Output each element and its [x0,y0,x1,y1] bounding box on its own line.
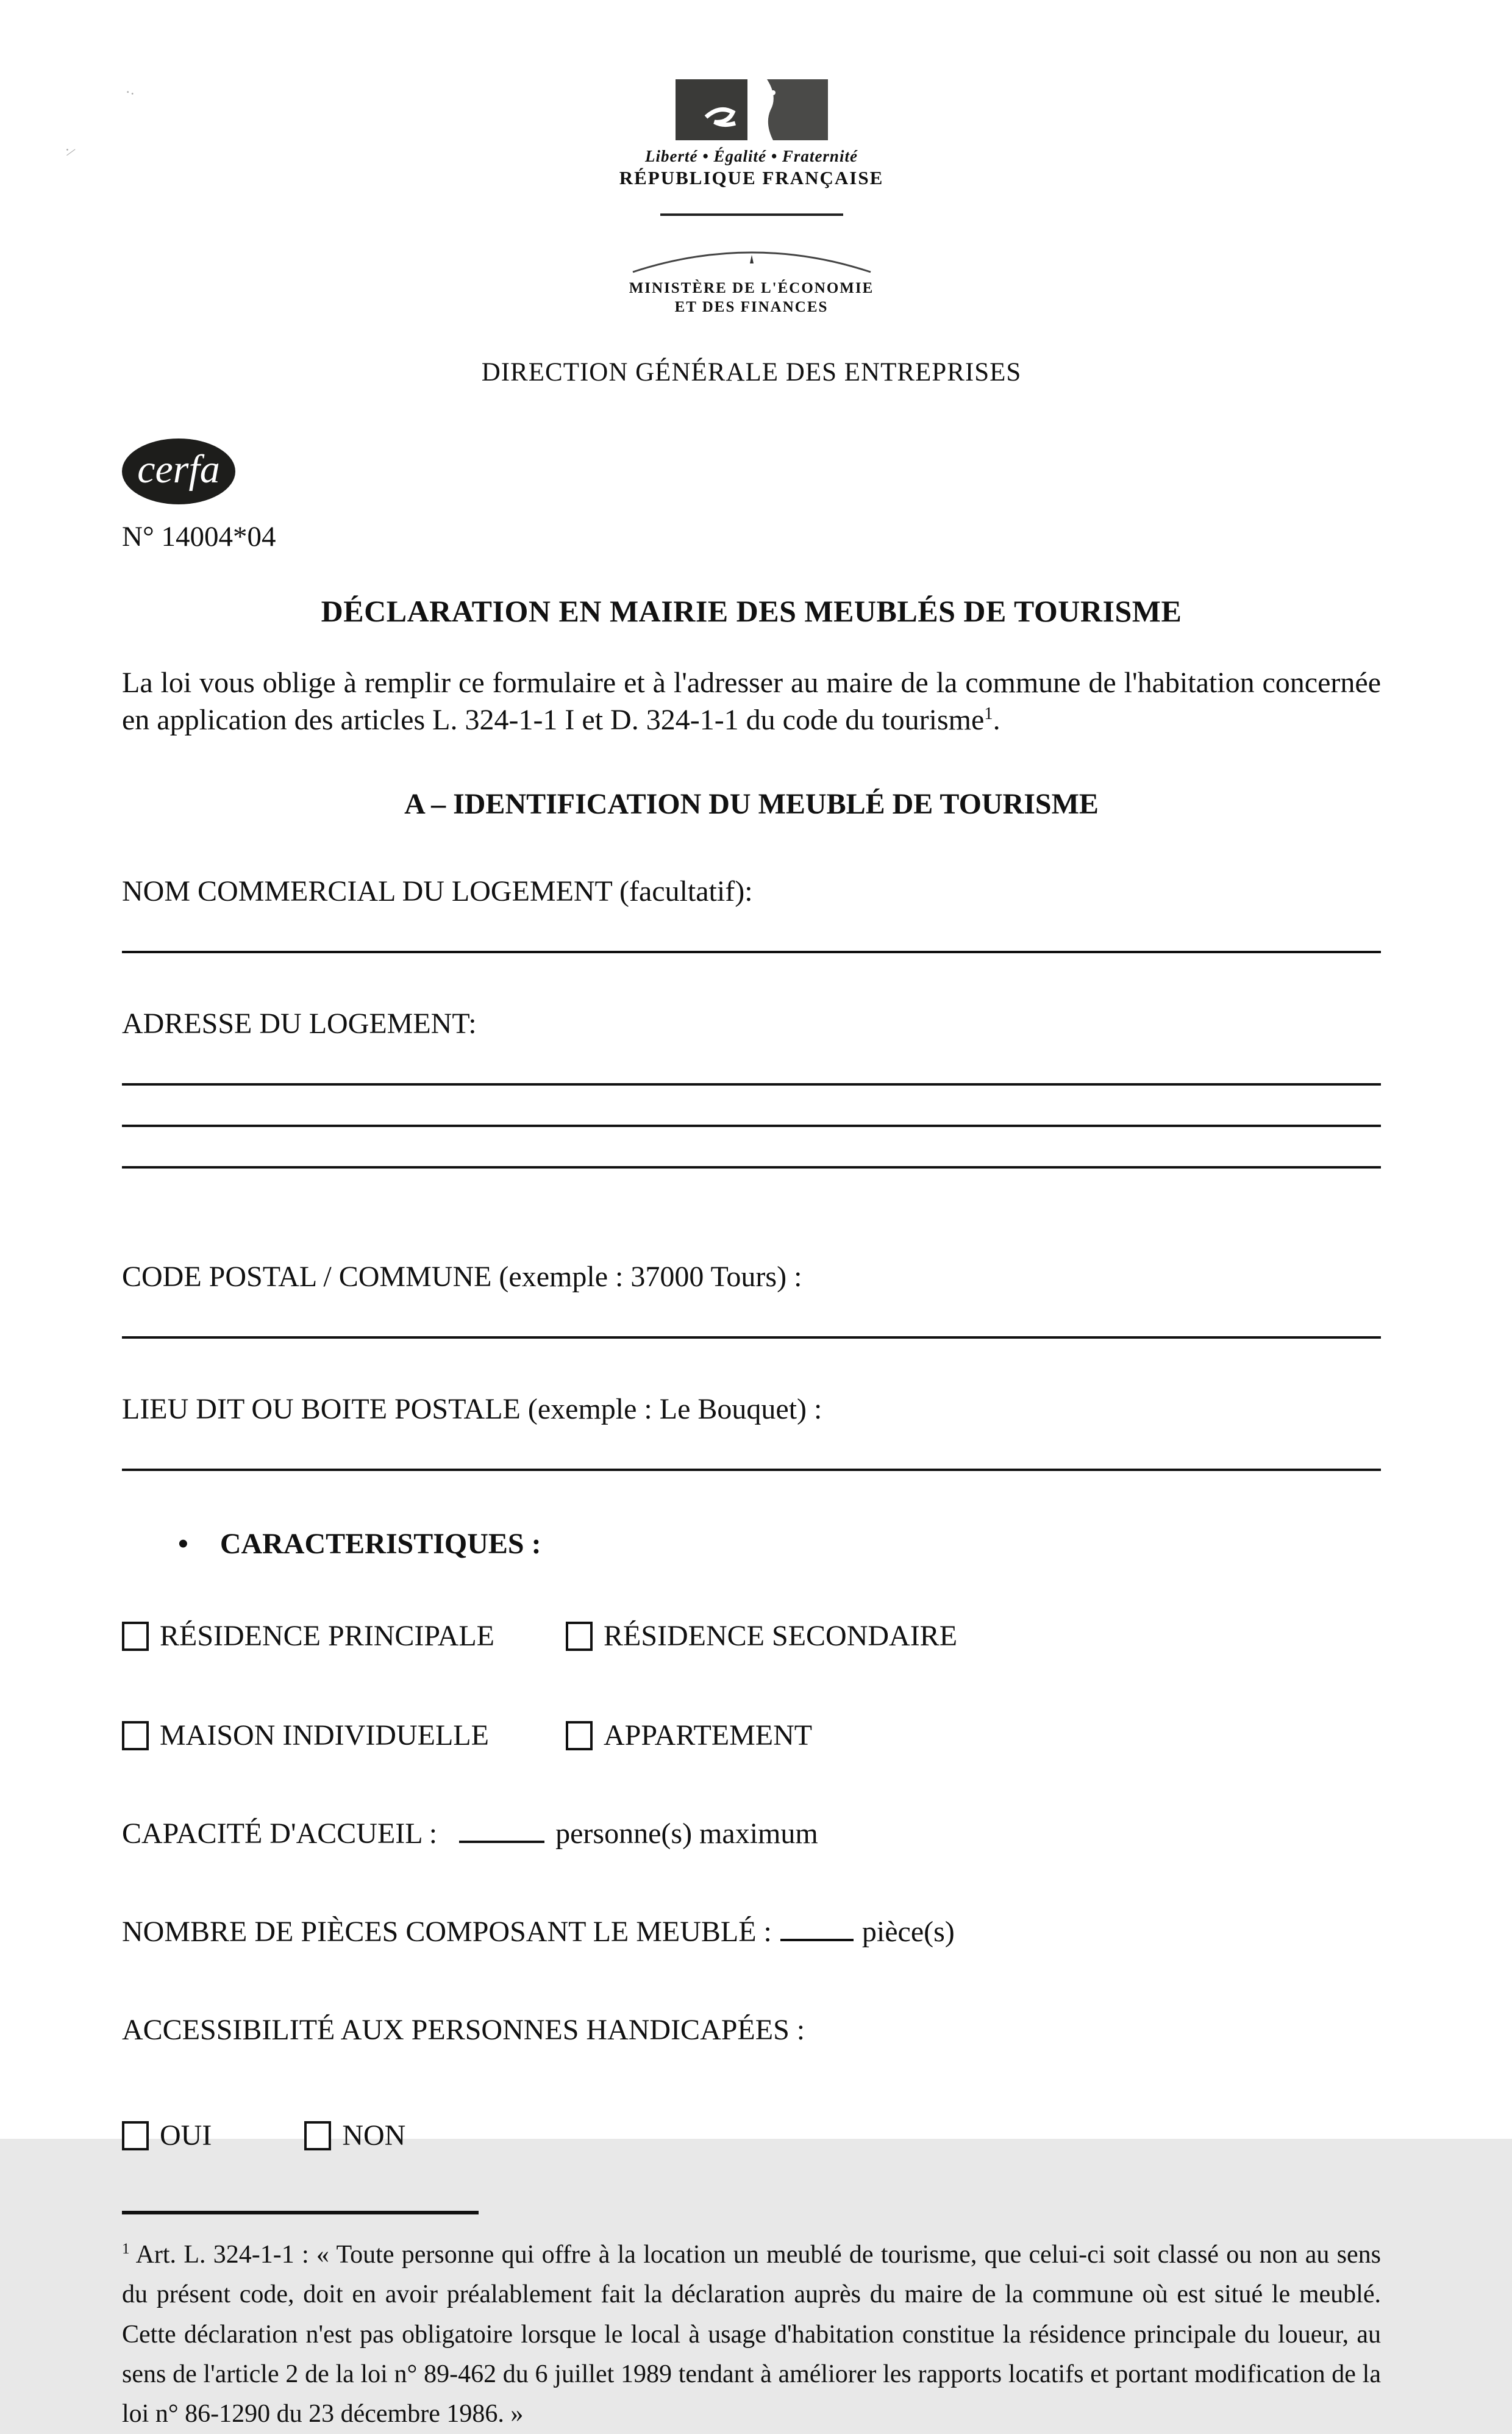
option-residence-secondaire[interactable] [566,1619,1381,1653]
intro-paragraph [122,664,1381,739]
capacite-suffix: personne(s) maximum [555,1817,818,1850]
republique-francaise-logo [676,79,828,143]
caracteristiques-options [122,1619,1381,1752]
pieces-suffix: pièce(s) [861,1916,955,1949]
appartement-checkbox[interactable] [566,1721,593,1750]
pieces-label: NOMBRE DE PIÈCES COMPOSANT LE MEUBLÉ : [122,1916,772,1949]
intro-text-end: . [993,703,1000,736]
lieu-dit-input-line[interactable] [122,1469,1381,1471]
intro-text: La loi vous oblige à remplir ce formulaire et à l'adresser au maire de la commune de l'habitation concernée en application des articles L. 324-1-1 I et D. 324-1-1 du code du tourisme [122,666,1381,736]
maison-individuelle-checkbox[interactable] [122,1721,149,1750]
cerfa-logo-text: cerfa [137,446,220,492]
scan-artifact: ·· [123,84,138,102]
oui-label: OUI [160,2119,212,2152]
non-label: NON [342,2119,406,2152]
cerfa-block [122,438,1381,553]
maison-individuelle-label: MAISON INDIVIDUELLE [160,1719,489,1752]
cerfa-logo [122,438,235,504]
section-a-heading: A – IDENTIFICATION DU MEUBLÉ DE TOURISME [404,788,1099,821]
code-postal-label: CODE POSTAL / COMMUNE (exemple : 37000 Tours) : [122,1261,802,1294]
code-postal-input-line[interactable] [122,1336,1381,1339]
footnote-text [122,2235,1381,2433]
header-logo-block [122,79,1381,317]
ministry-line1: MINISTÈRE DE L'ÉCONOMIE [629,280,874,296]
residence-principale-label: RÉSIDENCE PRINCIPALE [160,1620,494,1653]
accessibilite-options [122,2119,1381,2152]
ministry-arc-logo [624,244,880,276]
header-divider [660,213,843,216]
adresse-input-line-2[interactable] [122,1125,1381,1127]
option-non[interactable] [304,2119,405,2152]
lieu-dit-label: LIEU DIT OU BOITE POSTALE (exemple : Le Bouquet) : [122,1393,822,1426]
motto-text: Liberté • Égalité • Fraternité [645,147,858,165]
non-checkbox[interactable] [304,2121,331,2150]
appartement-label: APPARTEMENT [604,1719,813,1752]
residence-principale-checkbox[interactable] [122,1622,149,1651]
footnote-ref-marker: 1 [122,2241,130,2258]
republique-text: RÉPUBLIQUE FRANÇAISE [619,167,884,188]
caracteristiques-heading: • CARACTERISTIQUES : [178,1527,1381,1561]
footnote-reference: 1 [984,703,993,723]
scan-artifact: ·/ [60,142,77,160]
nom-commercial-label: NOM COMMERCIAL DU LOGEMENT (facultatif): [122,875,753,908]
footnote-divider [122,2211,479,2214]
capacite-label: CAPACITÉ D'ACCUEIL : [122,1817,438,1850]
option-oui[interactable] [122,2119,212,2152]
accessibilite-label: ACCESSIBILITÉ AUX PERSONNES HANDICAPÉES : [122,2014,805,2047]
nom-commercial-input-line[interactable] [122,951,1381,953]
ministry-block [122,244,1381,317]
adresse-input-line-3[interactable] [122,1166,1381,1169]
accessibilite-field [122,2013,1381,2047]
direction-generale-title: DIRECTION GÉNÉRALE DES ENTREPRISES [481,357,1022,387]
option-appartement[interactable] [566,1719,1381,1752]
option-maison-individuelle[interactable] [122,1719,566,1752]
pieces-field [122,1915,1381,1949]
adresse-label: ADRESSE DU LOGEMENT: [122,1008,477,1040]
footnote-body: Art. L. 324-1-1 : « Toute personne qui offre à la location un meublé de tourisme, que celui-ci soit classé ou non au sens du présent code, doit en avoir préalablement fait la déclaration auprès du maire de la commune où est situé le meublé. Cette déclaration n'est pas obligatoire lorsque le local à usage d'habitation constitue la résidence principale du loueur, au sens de l'article 2 de la loi n° 89-462 du 6 juillet 1989 tendant à améliorer les rapports locatifs et portant modification de la loi n° 86-1290 du 23 décembre 1986. » [122,2241,1382,2428]
ministry-line2: ET DES FINANCES [674,299,829,316]
form-title: DÉCLARATION EN MAIRIE DES MEUBLÉS DE TOURISME [321,593,1182,628]
pieces-input-blank[interactable] [780,1934,854,1941]
residence-secondaire-label: RÉSIDENCE SECONDAIRE [604,1620,958,1653]
residence-secondaire-checkbox[interactable] [566,1622,593,1651]
capacite-input-blank[interactable] [459,1836,544,1843]
adresse-input-line-1[interactable] [122,1083,1381,1086]
capacite-field [122,1817,1381,1850]
oui-checkbox[interactable] [122,2121,149,2150]
cerfa-number: N° 14004*04 [122,520,276,553]
option-residence-principale[interactable] [122,1619,566,1653]
